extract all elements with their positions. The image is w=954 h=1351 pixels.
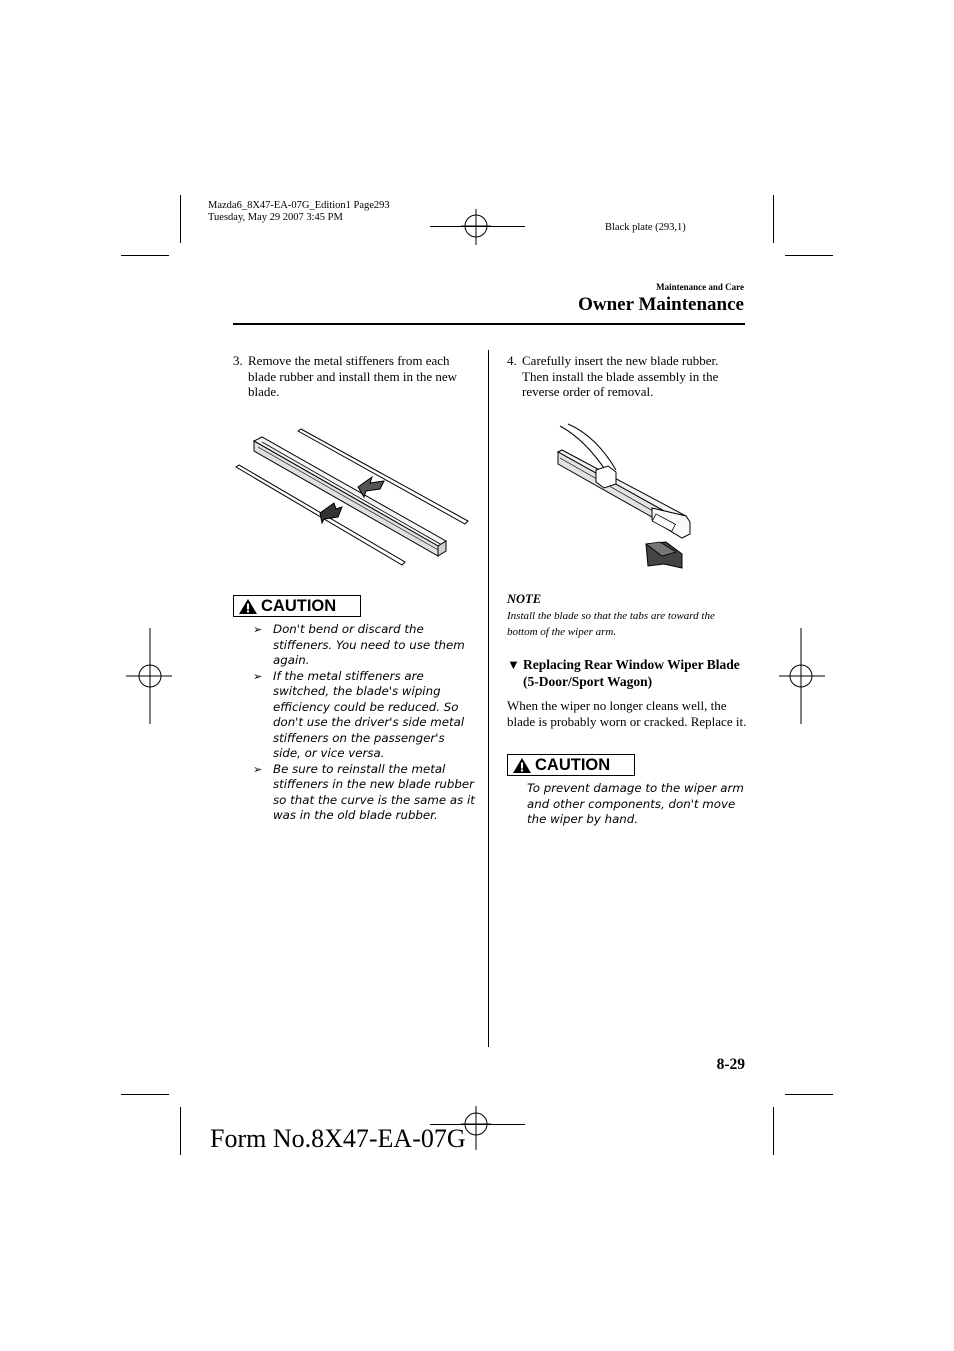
caution-label: CAUTION bbox=[535, 756, 611, 774]
page-title: Owner Maintenance bbox=[578, 294, 744, 315]
registration-mark-right bbox=[779, 628, 825, 724]
step-3 bbox=[233, 353, 473, 400]
caution-box-left bbox=[233, 595, 361, 617]
section-label: Maintenance and Care bbox=[656, 282, 744, 292]
page-number: 8-29 bbox=[716, 1056, 745, 1073]
note-heading: NOTE bbox=[507, 592, 542, 606]
step-4 bbox=[507, 353, 745, 400]
registration-mark-top bbox=[461, 209, 491, 245]
caution-bullet-text: Don't bend or discard the stiffeners. You need to use them again. bbox=[273, 622, 465, 667]
header-rule bbox=[233, 323, 745, 325]
print-meta-timestamp: Tuesday, May 29 2007 3:45 PM bbox=[208, 212, 343, 223]
caution-bullet-text: Be sure to reinstall the metal stiffeners in the new blade rubber so that the curve is the same as it was in the old blade rubber. bbox=[273, 761, 475, 822]
caution-box-right bbox=[507, 754, 635, 776]
print-meta-filename: Mazda6_8X47-EA-07G_Edition1 Page293 bbox=[208, 200, 390, 211]
warning-triangle-icon bbox=[512, 757, 532, 774]
caution-bullet bbox=[253, 622, 475, 669]
triangle-down-icon: ▼ bbox=[507, 657, 520, 672]
bullet-arrow-icon: ➢ bbox=[253, 623, 263, 636]
note-text: Install the blade so that the tabs are toward the bottom of the wiper arm. bbox=[507, 610, 715, 638]
form-number: Form No.8X47-EA-07G bbox=[210, 1124, 466, 1153]
step-text: Carefully insert the new blade rubber. Then install the blade assembly in the reverse order of removal. bbox=[522, 353, 719, 399]
caution-bullets-left bbox=[253, 622, 475, 824]
subheading-rear-wiper bbox=[507, 656, 747, 690]
step-number: 4. bbox=[507, 353, 517, 368]
caution-bullet bbox=[253, 762, 475, 824]
caution-label: CAUTION bbox=[261, 597, 337, 615]
print-meta-plate: Black plate (293,1) bbox=[605, 222, 686, 233]
bullet-arrow-icon: ➢ bbox=[253, 669, 263, 683]
column-divider bbox=[488, 350, 489, 1047]
caution-bullet-text: If the metal stiffeners are switched, the blade's wiping efficiency could be reduced. So don't use the driver's side metal stiffeners on the passenger's side, or vice versa. bbox=[273, 668, 465, 760]
rear-wiper-paragraph: When the wiper no longer cleans well, the blade is probably worn or cracked. Replace it. bbox=[507, 698, 747, 729]
bullet-arrow-icon: ➢ bbox=[253, 762, 263, 776]
step-number: 3. bbox=[233, 353, 243, 368]
registration-mark-left bbox=[126, 628, 172, 724]
caution-bullet bbox=[253, 669, 475, 762]
blade-insertion-illustration bbox=[556, 422, 696, 572]
step-text: Remove the metal stiffeners from each blade rubber and install them in the new blade. bbox=[248, 353, 458, 399]
warning-triangle-icon bbox=[238, 598, 258, 615]
subheading-text: Replacing Rear Window Wiper Blade (5-Door/Sport Wagon) bbox=[523, 657, 740, 689]
stiffener-removal-illustration bbox=[232, 425, 472, 570]
caution-text-right: To prevent damage to the wiper arm and other components, don't move the wiper by hand. bbox=[527, 781, 744, 826]
